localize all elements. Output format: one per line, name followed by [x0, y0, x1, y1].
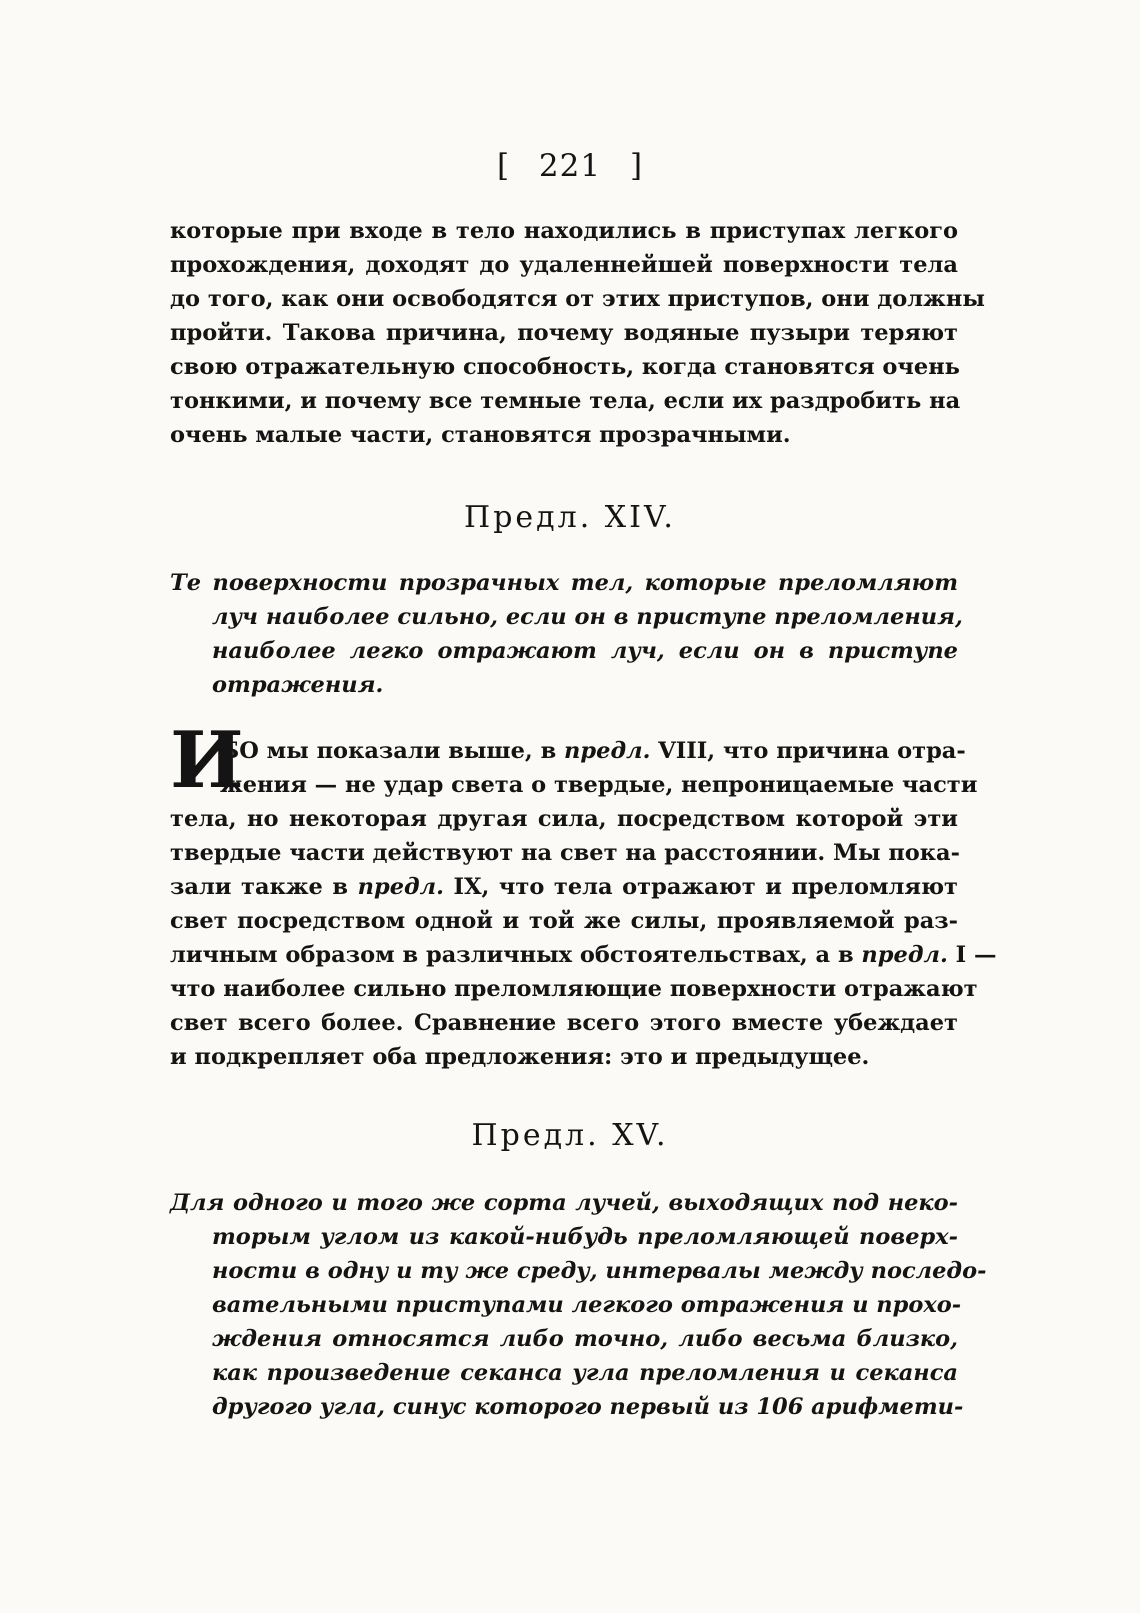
text-line: тонкими, и почему все темные тела, если их раздробить на: [170, 388, 961, 414]
proposition-xv-statement: [170, 1186, 987, 1424]
text-line: вательными приступами легкого отражения и прохо-: [212, 1292, 962, 1318]
text-line: и подкрепляет оба предложения: это и предыдущее.: [170, 1044, 870, 1070]
text-line: пройти. Такова причина, почему водяные пузыри теряют: [170, 320, 958, 346]
text-line: другого угла, синус которого первый из 106 арифмети-: [212, 1394, 964, 1420]
text-line: наиболее легко отражают луч, если он в приступе: [212, 638, 958, 664]
text-span: БО мы показали выше, в: [220, 738, 565, 764]
text-line: [170, 870, 958, 904]
proposition-xiv-statement: [170, 566, 963, 702]
text-span-italic: предл.: [357, 874, 444, 900]
text-line: которые при входе в тело находились в приступах легкого: [170, 218, 958, 244]
text-line: отражения.: [212, 672, 384, 698]
text-span-italic: предл.: [861, 942, 948, 968]
text-line: что наиболее сильно преломляющие поверхности отражают: [170, 976, 978, 1002]
proof-xiv-paragraph: [170, 734, 997, 1074]
text-line: свою отражательную способность, когда становятся очень: [170, 354, 960, 380]
text-line: ности в одну и ту же среду, интервалы между последо-: [212, 1258, 987, 1284]
bracket-right: ]: [629, 148, 644, 184]
bracket-left: [: [496, 148, 511, 184]
continuation-paragraph: [170, 214, 985, 452]
text-span: I —: [947, 942, 997, 968]
page-number: [0, 148, 1140, 184]
text-line: твердые части действуют на свет на расстоянии. Мы пока-: [170, 840, 960, 866]
text-line: жения — не удар света о твердые, непроницаемые части: [220, 772, 978, 798]
text-span: личным образом в различных обстоятельствах, а в: [170, 942, 862, 968]
text-line: тела, но некоторая другая сила, посредством которой эти: [170, 806, 958, 832]
page-number-value: 221: [538, 148, 602, 184]
text-span-italic: предл.: [564, 738, 651, 764]
text-line: луч наиболее сильно, если он в приступе преломления,: [212, 604, 963, 630]
text-span: IX, что тела отражают и преломляют: [443, 874, 958, 900]
text-line: ждения относятся либо точно, либо весьма близко,: [212, 1326, 958, 1352]
text-span: VIII, что причина отра-: [650, 738, 966, 764]
text-line: прохождения, доходят до удаленнейшей поверхности тела: [170, 252, 958, 278]
text-line: как произведение секанса угла преломления и секанса: [212, 1360, 958, 1386]
text-line: Те поверхности прозрачных тел, которые преломляют: [170, 570, 958, 596]
text-line: Для одного и того же сорта лучей, выходящих под неко-: [170, 1190, 958, 1216]
text-line: свет всего более. Сравнение всего этого вместе убеждает: [170, 1010, 958, 1036]
heading-proposition-xv: Предл. XV.: [471, 1118, 669, 1153]
text-line: [220, 734, 966, 768]
text-span: зали также в: [170, 874, 358, 900]
heading-proposition-xiv: Предл. XIV.: [464, 500, 676, 535]
drop-cap: И: [170, 715, 244, 806]
text-line: до того, как они освободятся от этих приступов, они должны: [170, 286, 985, 312]
text-line: очень малые части, становятся прозрачными.: [170, 422, 791, 448]
text-line: торым углом из какой-нибудь преломляющей поверх-: [212, 1224, 958, 1250]
text-line: свет посредством одной и той же силы, проявляемой раз-: [170, 908, 958, 934]
text-line: [170, 938, 997, 972]
